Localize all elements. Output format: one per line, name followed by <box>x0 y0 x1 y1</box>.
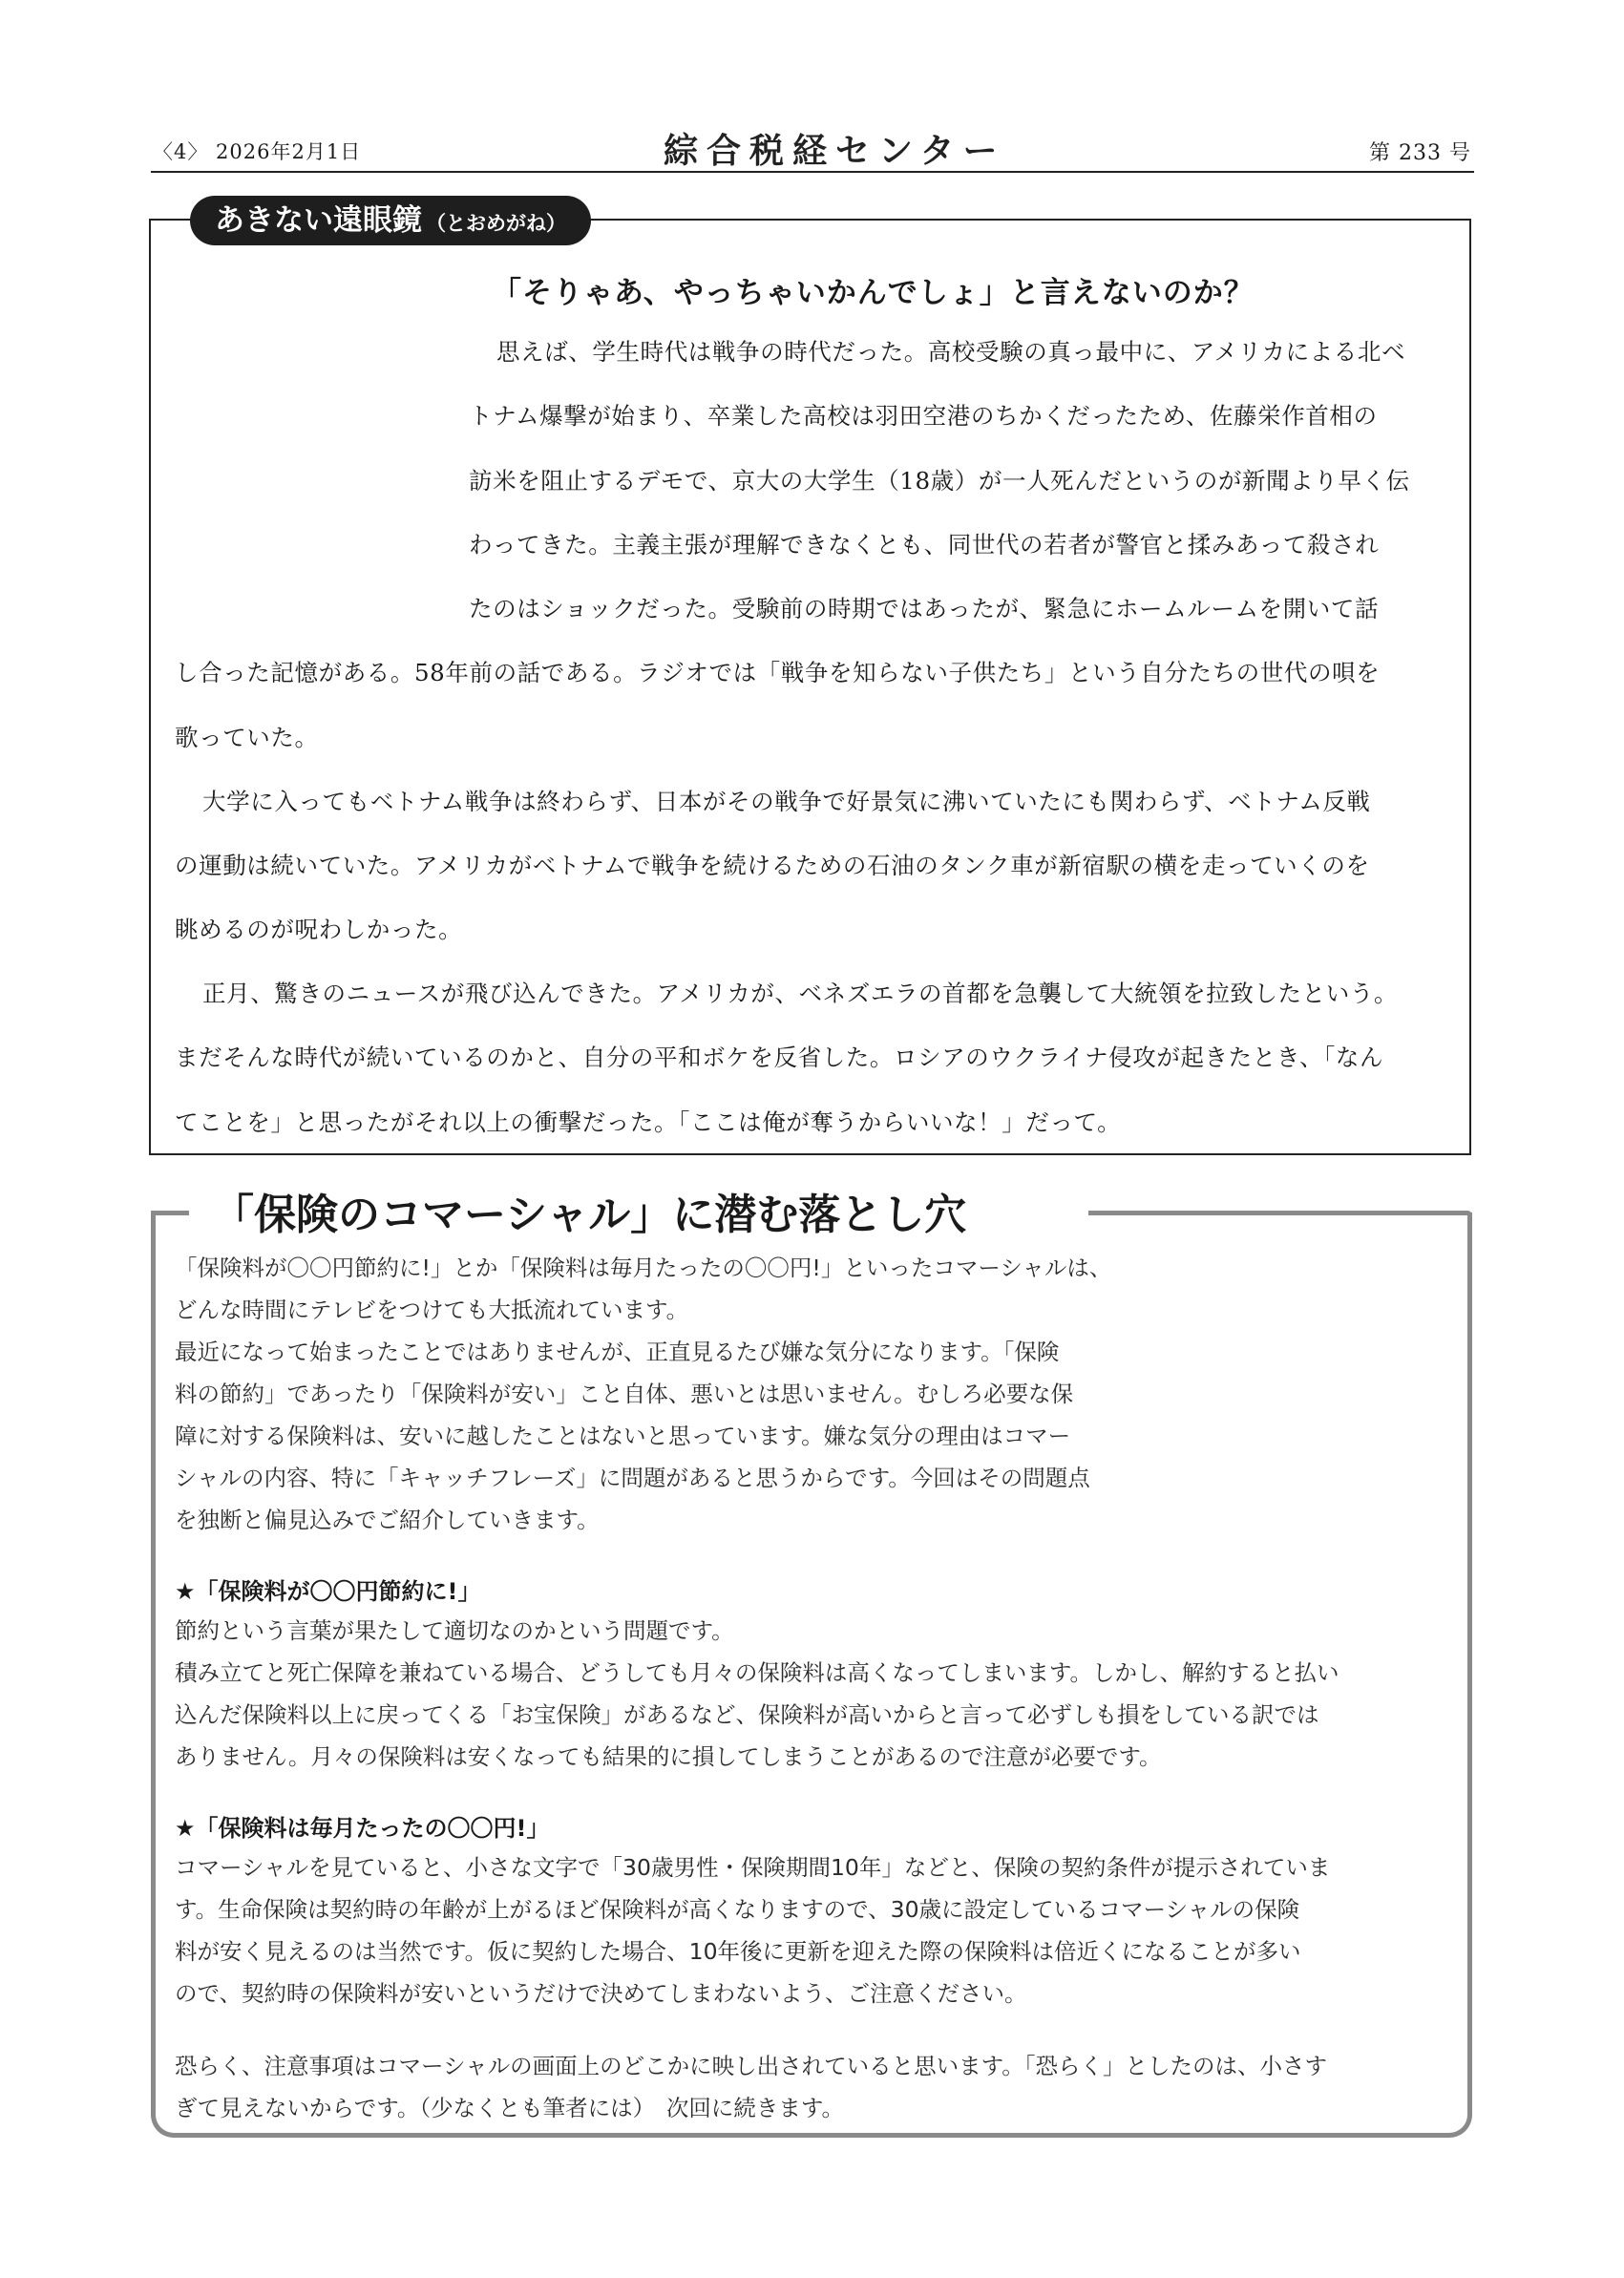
column-label-reading: （とおめがね） <box>426 212 566 235</box>
insurance-section2-line: 料が安く見えるのは当然です。仮に契約した場合、10年後に更新を迎えた際の保険料は倍近くになることが多い <box>175 1938 1301 1965</box>
column-line: 大学に入ってもベトナム戦争は終わらず、日本がその戦争で好景気に沸いていたにも関わらず、ベトナム反戦 <box>202 788 1371 815</box>
publication-title: 綜合税経センター <box>664 132 1006 171</box>
column-line: トナム爆撃が始まり、卒業した高校は羽田空港のちかくだったため、佐藤栄作首相の <box>469 402 1378 430</box>
column-line: 訪米を阻止するデモで、京大の大学生（18歳）が一人死んだというのが新聞より早く伝 <box>469 467 1410 495</box>
header-rule <box>151 171 1474 173</box>
column-line: 正月、驚きのニュースが飛び込んできた。アメリカが、ベネズエラの首都を急襲して大統領を拉致したという。 <box>202 980 1399 1007</box>
column-line: の運動は続いていた。アメリカがベトナムで戦争を続けるための石油のタンク車が新宿駅の横を走っていくのを <box>175 852 1370 879</box>
insurance-intro-line: を独断と偏見込みでご紹介していきます。 <box>175 1507 600 1533</box>
insurance-section2-heading: ★「保険料は毎月たったの〇〇円!」 <box>175 1815 550 1842</box>
insurance-frame-top-right <box>1088 1211 1472 1215</box>
issue-number: 第 233 号 <box>1369 141 1471 165</box>
column-line: 眺めるのが呪わしかった。 <box>175 916 463 943</box>
column-line: 思えば、学生時代は戦争の時代だった。高校受験の真っ最中に、アメリカによる北ベ <box>496 338 1406 366</box>
insurance-intro-line: 料の節約」であったり「保険料が安い」こと自体、悪いとは思いません。むしろ必要な保 <box>175 1381 1074 1407</box>
insurance-section2-line: す。生命保険は契約時の年齢が上がるほど保険料が高くなりますので、30歳に設定しているコマーシャルの保険 <box>175 1896 1300 1923</box>
insurance-title: 「保険のコマーシャル」に潜む落とし穴 <box>212 1191 967 1239</box>
insurance-frame-top-left <box>151 1211 189 1215</box>
insurance-section1-line: 積み立てと死亡保障を兼ねている場合、どうしても月々の保険料は高くなってしまいます。しかし、解約すると払い <box>175 1659 1339 1686</box>
column-line: し合った記憶がある。58年前の話である。ラジオでは「戦争を知らない子供たち」という自分たちの世代の唄を <box>175 659 1381 686</box>
column-line: てことを」と思ったがそれ以上の衝撃だった。「ここは俺が奪うからいいな！」だって。 <box>175 1108 1122 1136</box>
column-label-text: あきない遠眼鏡 <box>215 203 422 238</box>
insurance-section1-line: 込んだ保険料以上に戻ってくる「お宝保険」があるなど、保険料が高いからと言って必ずしも損をしている訳では <box>175 1701 1319 1728</box>
insurance-intro-line: 「保険料が〇〇円節約に!」とか「保険料は毎月たったの〇〇円!」といったコマーシャルは、 <box>175 1255 1112 1281</box>
insurance-section1-heading: ★「保険料が〇〇円節約に!」 <box>175 1578 481 1605</box>
column-line: たのはショックだった。受験前の時期ではあったが、緊急にホームルームを開いて話 <box>469 595 1380 622</box>
insurance-closing-line: 恐らく、注意事項はコマーシャルの画面上のどこかに映し出されていると思います。「恐らく」としたのは、小さす <box>175 2053 1327 2079</box>
insurance-intro-line: どんな時間にテレビをつけても大抵流れています。 <box>175 1297 689 1323</box>
insurance-intro-line: 障に対する保険料は、安いに越したことはないと思っています。嫌な気分の理由はコマー <box>175 1423 1071 1449</box>
insurance-section2-line: ので、契約時の保険料が安いというだけで決めてしまわないよう、ご注意ください。 <box>175 1980 1027 2007</box>
insurance-intro-line: シャルの内容、特に「キャッチフレーズ」に問題があると思うからです。今回はその問題点 <box>175 1465 1090 1491</box>
column-label <box>190 196 591 245</box>
insurance-section2-line: コマーシャルを見ていると、小さな文字で「30歳男性・保険期間10年」などと、保険の契約条件が提示されていま <box>175 1854 1331 1881</box>
insurance-section1-line: ありません。月々の保険料は安くなっても結果的に損してしまうことがあるので注意が必要です。 <box>175 1743 1162 1770</box>
insurance-intro-line: 最近になって始まったことではありませんが、正直見るたび嫌な気分になります。「保険 <box>175 1339 1060 1365</box>
insurance-closing-line: ぎて見えないからです。（少なくとも筆者には） 次回に続きます。 <box>175 2095 845 2121</box>
issue-date: 〈4〉 2026年2月1日 <box>153 140 362 163</box>
insurance-section1-line: 節約という言葉が果たして適切なのかという問題です。 <box>175 1617 734 1644</box>
column-line: 歌っていた。 <box>175 724 319 751</box>
column-line: わってきた。主義主張が理解できなくとも、同世代の若者が警官と揉みあって殺され <box>469 531 1380 559</box>
column-title: 「そりゃあ、やっちゃいかんでしょ」と言えないのか？ <box>492 276 1255 310</box>
column-line: まだそんな時代が続いているのかと、自分の平和ボケを反省した。ロシアのウクライナ侵攻が起きたとき、「なん <box>175 1044 1384 1071</box>
